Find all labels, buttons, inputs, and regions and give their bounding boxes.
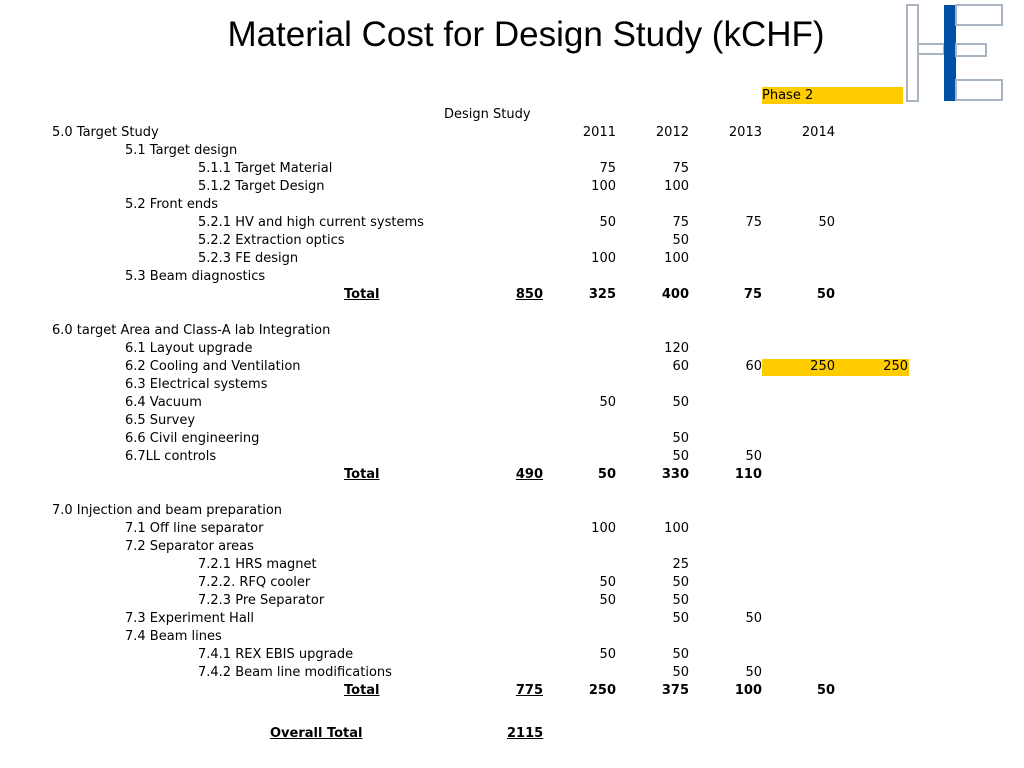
year-value: 50: [672, 449, 689, 464]
total-label: Total: [344, 287, 380, 302]
year-value: 60: [672, 359, 689, 374]
year-value: 50: [672, 593, 689, 608]
row-label: 7.4 Beam lines: [125, 629, 222, 644]
year-value: 50: [745, 449, 762, 464]
row-label: 5.1.2 Target Design: [198, 179, 325, 194]
row-label: 6.4 Vacuum: [125, 395, 202, 410]
row-label: 7.2 Separator areas: [125, 539, 254, 554]
row-label: 6.5 Survey: [125, 413, 196, 428]
year-value: 50: [745, 665, 762, 680]
year-value: 100: [734, 683, 762, 698]
year-value: 110: [734, 467, 762, 482]
overall-total-value: 2115: [507, 726, 544, 741]
row-label: 7.2.1 HRS magnet: [198, 557, 317, 572]
year-value: 100: [664, 251, 689, 266]
page-title: Material Cost for Design Study (kCHF): [227, 15, 825, 54]
year-value: 50: [818, 215, 835, 230]
row-label: 5.2.1 HV and high current systems: [198, 215, 424, 230]
design-study-header: Design Study: [444, 107, 531, 122]
row-label: 7.0 Injection and beam preparation: [52, 503, 283, 518]
row-label: 5.0 Target Study: [52, 125, 159, 140]
row-label: 7.3 Experiment Hall: [125, 611, 255, 626]
year-value: 75: [743, 287, 762, 302]
year-value: 75: [672, 215, 689, 230]
year-value: 100: [591, 179, 616, 194]
year-value: 2012: [655, 125, 689, 140]
year-value: 50: [672, 647, 689, 662]
year-value: 50: [816, 683, 835, 698]
row-label: 5.3 Beam diagnostics: [125, 269, 266, 284]
total-sum: 490: [515, 467, 543, 482]
year-value: 75: [745, 215, 762, 230]
year-value: 50: [599, 215, 616, 230]
row-label: 7.4.2 Beam line modifications: [198, 665, 392, 680]
total-label: Total: [344, 683, 380, 698]
year-value: 50: [599, 395, 616, 410]
year-value: 100: [664, 179, 689, 194]
year-value: 75: [599, 161, 616, 176]
year-value: 60: [745, 359, 762, 374]
row-label: 7.2.3 Pre Separator: [198, 593, 325, 608]
year-value: 50: [599, 593, 616, 608]
row-label: 5.2.3 FE design: [198, 251, 299, 266]
year-value: 2013: [728, 125, 762, 140]
phase2-value: 250: [810, 359, 835, 374]
year-value: 330: [661, 467, 689, 482]
year-value: 50: [745, 611, 762, 626]
year-value: 50: [599, 647, 616, 662]
phase2-value: 250: [883, 359, 908, 374]
row-label: 7.2.2. RFQ cooler: [198, 575, 311, 590]
row-label: 6.1 Layout upgrade: [125, 341, 253, 356]
year-value: 50: [597, 467, 616, 482]
year-value: 50: [672, 575, 689, 590]
row-label: 7.1 Off line separator: [125, 521, 264, 536]
year-value: 250: [588, 683, 616, 698]
row-label: 7.4.1 REX EBIS upgrade: [198, 647, 354, 662]
year-value: 50: [672, 395, 689, 410]
total-sum: 850: [515, 287, 543, 302]
hie-logo: [905, 4, 1003, 102]
row-label: 6.7LL controls: [125, 449, 217, 464]
row-label: 5.2 Front ends: [125, 197, 219, 212]
year-value: 25: [672, 557, 689, 572]
row-label: 5.2.2 Extraction optics: [198, 233, 345, 248]
year-value: 2011: [582, 125, 616, 140]
year-value: 50: [672, 665, 689, 680]
year-value: 50: [816, 287, 835, 302]
row-label: 6.3 Electrical systems: [125, 377, 268, 392]
year-value: 375: [661, 683, 689, 698]
year-value: 100: [664, 521, 689, 536]
row-label: 5.1.1 Target Material: [198, 161, 333, 176]
year-value: 120: [664, 341, 689, 356]
year-value: 400: [661, 287, 689, 302]
row-label: 5.1 Target design: [125, 143, 238, 158]
year-value: 50: [672, 611, 689, 626]
year-value: 50: [599, 575, 616, 590]
year-value: 50: [672, 431, 689, 446]
year-value: 100: [591, 521, 616, 536]
year-value: 50: [672, 233, 689, 248]
overall-total-label: Overall Total: [270, 726, 363, 741]
year-value: 325: [588, 287, 616, 302]
year-value: 100: [591, 251, 616, 266]
row-label: 6.0 target Area and Class-A lab Integration: [52, 323, 331, 338]
year-value: 2014: [801, 125, 835, 140]
total-label: Total: [344, 467, 380, 482]
phase-label: Phase 2: [762, 88, 814, 103]
row-label: 6.2 Cooling and Ventilation: [125, 359, 301, 374]
total-sum: 775: [515, 683, 543, 698]
year-value: 75: [672, 161, 689, 176]
row-label: 6.6 Civil engineering: [125, 431, 260, 446]
